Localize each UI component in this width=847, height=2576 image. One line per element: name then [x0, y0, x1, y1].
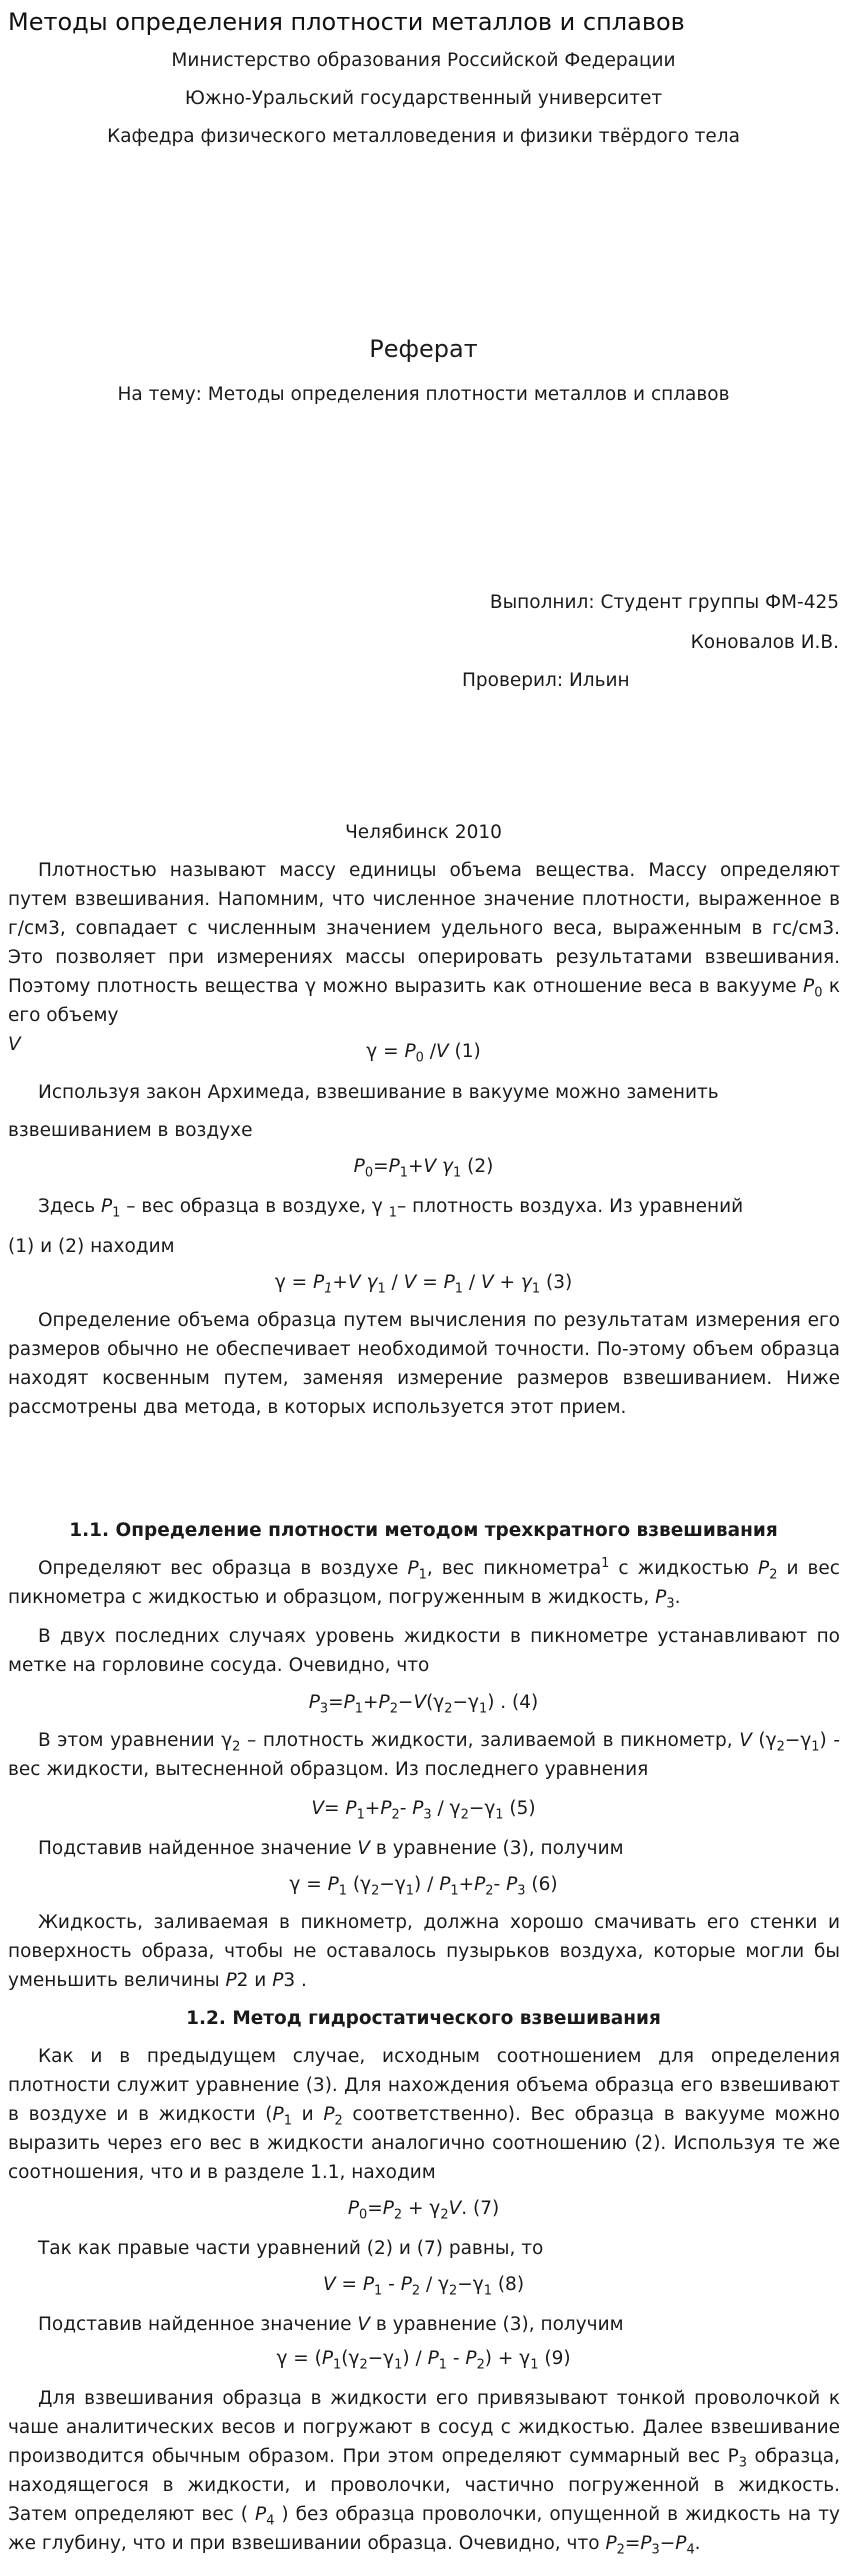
section-2-paragraph-1: Как и в предыдущем случае, исходным соотношением для определения плотности служит уравнение (3). Для нахождения объема образца его взвешивают в воздухе и в жидкости ($P_1$ и $P_2$ соответственно). Вес образца в вакууме можно выразить через его вес в жидкости аналогично соотношению (2). Используя те же соотношения, что и в разделе 1.1, находим [8, 2046, 840, 2183]
department-line: Кафедра физического металловедения и физики твёрдого тела [107, 126, 740, 147]
section-1-paragraph-3: В этом уравнении $\gamma_2$ – плотность жидкости, заливаемой в пикнометр, V $(\gamma_2-\gamma_1)$ - вес жидкости, вытесненной образцом. Из последнего уравнения [8, 1730, 841, 1780]
intro-paragraph-2a: Используя закон Архимеда, взвешивание в вакууме можно заменить [38, 1082, 719, 1103]
intro-paragraph-3b: (1) и (2) находим [8, 1236, 175, 1257]
section-1-paragraph-2: В двух последних случаях уровень жидкости в пикнометре устанавливают по метке на горловине сосуда. Очевидно, что [8, 1626, 840, 1676]
university-line: Южно-Уральский государственный университет [184, 88, 663, 109]
equation-1: $\gamma = P_0$ /V (1) [366, 1041, 481, 1066]
section-2-paragraph-2: Так как правые части уравнений (2) и (7) равны, то [38, 2238, 544, 2259]
equation-2: $P_0=P_1+V$ $\gamma_1$ (2) [353, 1156, 494, 1181]
equation-5: $V= P_1+P_2-$ $P_3 / \gamma_2-\gamma_1$ (5) [311, 1798, 536, 1823]
section-1-heading: 1.1. Определение плотности методом трехкратного взвешивания [69, 1520, 778, 1541]
checked-by: Проверил: Ильин [462, 670, 630, 691]
intro-paragraph-1: Плотностью называют массу единицы объема вещества. Массу определяют путем взвешивания. Напомним, что численное значение плотности, выраженное в г/см3, совпадает с численным значением удельного веса, выраженным в гс/см3. Это позволяет при измерениях массы оперировать результатами взвешивания. Поэтому плотность вещества γ можно выразить как отношение веса в вакууме $P_0$ к его объему V [8, 860, 840, 1055]
section-2-paragraph-3: Подставив найденное значение V в уравнение (3), получим [38, 2314, 624, 2335]
intro-paragraph-2b: взвешиванием в воздухе [8, 1120, 253, 1141]
intro-paragraph-4: Определение объема образца путем вычисления по результатам измерения его размеров обычно не обеспечивает необходимой точности. По-этому объем образца находят косвенным путем, заменяя измерение размеров взвешиванием. Ниже рассмотрены два метода, в которых используется этот прием. [8, 1310, 840, 1418]
equation-3: $\gamma = P_1+V$ $\gamma_1 / V = P_1 / V + \gamma_1$ (3) [274, 1272, 573, 1297]
section-2-paragraph-4: Для взвешивания образца в жидкости его привязывают тонкой проволочкой к чаше аналитических весов и погружают в сосуд с жидкостью. Далее взвешивание производится обычным образом. При этом определяют суммарный вес $P_3$ образца, находящегося в жидкости, и проволочки, частично погруженной в жидкость. Затем определяют вес ( $P_4$ ) без образца проволочки, опущенной в жидкость на ту же глубину, что и при взвешивании образца. Очевидно, что $P_2=P_3-P_4$. [8, 2388, 840, 2558]
section-1-paragraph-1: Определяют вес образца в воздухе $P_1$, вес пикнометра$^1$ с жидкостью $P_2$ и вес пикнометра с жидкостью и образцом, погруженным в жидкость, $P_3$. [8, 1555, 840, 1612]
report-topic: На тему: Методы определения плотности металлов и сплавов [117, 384, 730, 405]
section-1-paragraph-5: Жидкость, заливаемая в пикнометр, должна хорошо смачивать его стенки и поверхность образа, чтобы не оставалось пузырьков воздуха, которые могли бы уменьшить величины P2 и P3 . [8, 1912, 840, 1991]
ministry-line: Министерство образования Российской Федерации [171, 50, 676, 71]
document-title: Методы определения плотности металлов и сплавов [8, 8, 685, 36]
equation-8: $V = P_1 - P_2 / \gamma_2-\gamma_1$ (8) [322, 2274, 525, 2299]
equation-9: $\gamma = (P_1(\gamma_2-\gamma_1) / P_1 - P_2) + \gamma_1$ (9) [276, 2348, 571, 2373]
performed-by: Выполнил: Студент группы ФМ-425 [489, 592, 839, 613]
section-2-heading: 1.2. Метод гидростатического взвешивания [186, 2008, 661, 2029]
report-label: Реферат [369, 335, 478, 363]
city-year: Челябинск 2010 [345, 822, 502, 843]
intro-paragraph-3a: Здесь $P_1$ – вес образца в воздухе, γ $_1$– плотность воздуха. Из уравнений [38, 1196, 744, 1221]
equation-6: $\gamma = P_1$ $(\gamma_2-\gamma_1) / P_1+P_2-$ $P_3$ (6) [289, 1874, 558, 1899]
author-name: Коновалов И.В. [690, 632, 839, 653]
equation-7: $P_0=P_2 + \gamma_2V$. (7) [347, 2198, 500, 2223]
equation-4: $P_3=P_1+P_2-V(\gamma_2-\gamma_1)$ . (4) [308, 1692, 539, 1717]
section-1-paragraph-4: Подставив найденное значение V в уравнение (3), получим [38, 1838, 624, 1859]
